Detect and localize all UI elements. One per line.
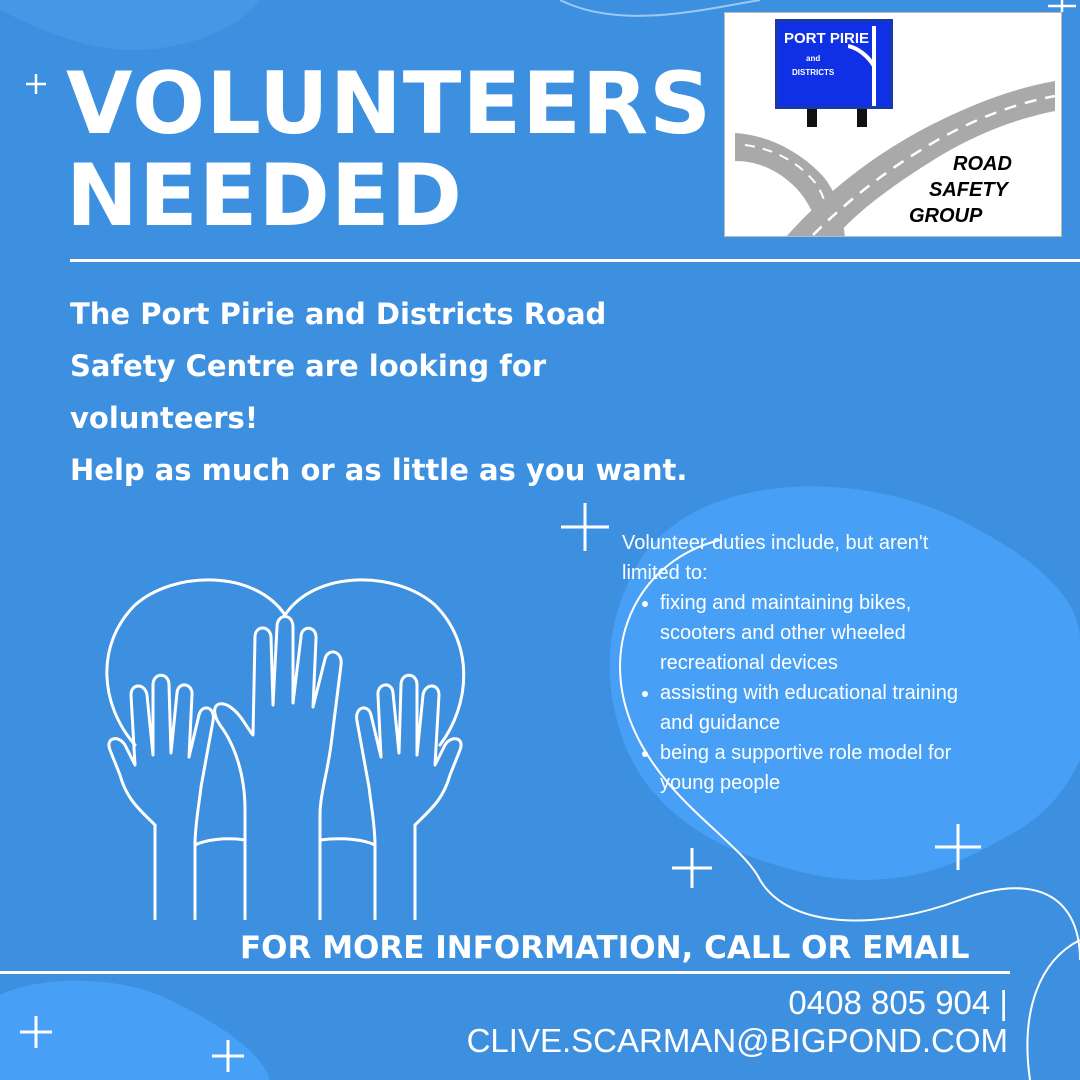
sign-line-1: PORT PIRIE [784, 30, 870, 47]
contact-info [467, 984, 1008, 1060]
plus-sparkle-icon [1048, 0, 1076, 12]
intro-line-2: Help as much or as little as you want. [70, 453, 688, 487]
plus-sparkle-icon [561, 503, 609, 551]
intro-line-1: The Port Pirie and Districts Road Safety Centre are looking for volunteers! [70, 297, 607, 435]
corner-curve-bottom-right [1027, 940, 1080, 1080]
road-safety-group-logo [724, 12, 1062, 237]
divider-bottom [0, 971, 1010, 974]
logo-word-safety: SAFETY [929, 179, 1008, 201]
corner-blob-top-left [0, 0, 260, 50]
duties-list [622, 588, 962, 798]
sign-arrow-icon [848, 26, 888, 106]
title-line-2: NEEDED [66, 146, 463, 246]
list-item: • being a supportive role model for young people [660, 738, 962, 798]
intro-text [70, 288, 710, 496]
page-title [66, 54, 713, 246]
logo-word-road: ROAD [953, 153, 1012, 175]
call-to-action: FOR MORE INFORMATION, CALL OR EMAIL [240, 930, 970, 966]
plus-sparkle-icon [672, 848, 712, 888]
plus-sparkle-icon [26, 74, 46, 94]
list-item: • fixing and maintaining bikes, scooters and other wheeled recreational devices [660, 588, 962, 678]
phone-number[interactable]: 0408 805 904 | [788, 984, 1008, 1021]
divider-top [70, 259, 1080, 262]
title-line-1: VOLUNTEERS [66, 54, 713, 154]
sign-line-2: and [806, 54, 821, 63]
duties-panel [622, 528, 962, 798]
raised-hands-heart-icon [95, 575, 475, 920]
sign-line-3: DISTRICTS [792, 68, 835, 77]
list-item: • assisting with educational training and guidance [660, 678, 962, 738]
logo-word-group: GROUP [909, 205, 983, 227]
duties-intro: Volunteer duties include, but aren't limited to: [622, 532, 929, 584]
email-address[interactable]: CLIVE.SCARMAN@BIGPOND.COM [466, 1022, 1008, 1059]
port-pirie-sign [775, 19, 893, 109]
